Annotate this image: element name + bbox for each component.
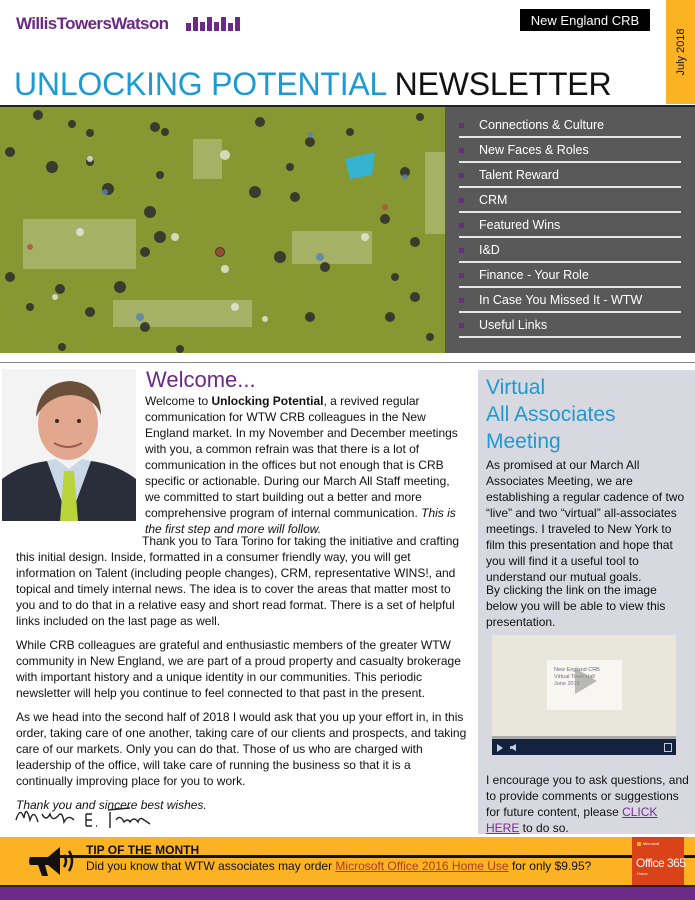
- office-365-sublabel: Home: [637, 871, 648, 876]
- tip-of-the-month-banner: [0, 837, 695, 885]
- intro-lead: Welcome to: [145, 394, 212, 408]
- logo-bar: [221, 17, 226, 31]
- nav-item-label: CRM: [479, 192, 508, 207]
- logo-bar: [207, 17, 212, 31]
- welcome-body: [16, 533, 468, 813]
- nav-item-connections-culture[interactable]: [459, 113, 681, 138]
- office-365-label: Office 365: [636, 856, 686, 870]
- nav-item-label: Useful Links: [479, 317, 548, 332]
- hero-illustration: [0, 107, 445, 353]
- signature-image: [12, 800, 182, 834]
- section-divider: [0, 362, 695, 363]
- issue-date-strip: [666, 0, 695, 104]
- fullscreen-icon[interactable]: [664, 743, 672, 752]
- nav-item-featured-wins[interactable]: [459, 213, 681, 238]
- author-portrait: [2, 369, 136, 521]
- feedback-paragraph: I encourage you to ask questions, and to provide comments or suggestions for future content, please CLICK HERE to do so.: [486, 773, 689, 835]
- bullet-icon: [459, 298, 464, 303]
- logo-bar: [214, 22, 219, 31]
- logo-bar: [235, 17, 240, 31]
- nav-item-talent-reward[interactable]: [459, 163, 681, 188]
- closing-line: Thank you and sincere best wishes.: [16, 798, 207, 812]
- nav-item-label: I&D: [479, 242, 500, 257]
- title-rest: NEWSLETTER: [394, 66, 612, 102]
- play-icon[interactable]: [575, 668, 597, 694]
- bullet-icon: [459, 148, 464, 153]
- bullet-icon: [459, 248, 464, 253]
- nav-item-label: Connections & Culture: [479, 117, 605, 132]
- brand-name: WillisTowersWatson: [16, 14, 169, 33]
- microsoft-logo-icon: Microsoft: [637, 841, 659, 846]
- office-home-use-link[interactable]: Microsoft Office 2016 Home Use: [335, 859, 509, 873]
- virtual-meeting-paragraph: As promised at our March All Associates Meeting, we are establishing a regular cadence of two “live” and two “virtual” all-associates meetings. I traveled to New York to film this presentation and hope that you will find it a useful tool to understand our mutual goals.: [486, 458, 685, 584]
- intro-rest: , a revived regular communication for WTW CRB colleagues in the New England market. In my November and December meetings with you, a common refrain was that there is a lot of communication in the offices but not enough that is CRB specific or actionable. During our March All Staff meeting, we committed to start building out a better and more comprehensive program of internal communication.: [145, 394, 458, 520]
- logo-bar: [228, 23, 233, 31]
- bullet-icon: [459, 273, 464, 278]
- video-instructions: By clicking the link on the image below you will be able to view this presentation.: [486, 583, 666, 629]
- body-paragraph: Thank you to Tara Torino for taking the initiative and crafting this initial design. Inside, formatted in a consumer friendly way, you will get information on Talent (including people changes), CRM, representative WINS!, and topical and timely internal news. The idea is to cover the areas that matter most to you and to do that in a relative easy and short read format. There is a set of helpful links included on the last page as well.: [16, 534, 460, 628]
- welcome-heading: Welcome...: [146, 367, 256, 392]
- nav-item-i-d[interactable]: [459, 238, 681, 263]
- video-title-card: New England CRB Virtual Town Hall June 2018: [547, 660, 622, 710]
- office-365-badge: [632, 837, 684, 885]
- bullet-icon: [459, 173, 464, 178]
- bullet-icon: [459, 223, 464, 228]
- brand-logo: [16, 14, 240, 34]
- nav-item-finance-your-role[interactable]: [459, 263, 681, 288]
- body-paragraph: While CRB colleagues are grateful and enthusiastic members of the greater WTW community in New England, we are part of a proud property and casualty brokerage with important history and a unique identity in our communities. This periodic newsletter will help you continue to feel connected to that past in the present.: [16, 638, 461, 700]
- intro-italic: This is the first step and more will follow.: [145, 506, 456, 536]
- footer-bar: [0, 885, 695, 900]
- region-badge: New England CRB: [520, 9, 650, 31]
- nav-item-new-faces-roles[interactable]: [459, 138, 681, 163]
- play-button-icon[interactable]: [497, 744, 503, 752]
- bullet-icon: [459, 198, 464, 203]
- click-here-link[interactable]: CLICK HERE: [486, 805, 658, 835]
- nav-item-label: Talent Reward: [479, 167, 559, 182]
- tip-text: Did you know that WTW associates may order Microsoft Office 2016 Home Use for only $9.95?: [86, 859, 592, 873]
- virtual-meeting-heading: Virtual All Associates Meeting: [486, 376, 616, 453]
- volume-icon[interactable]: [510, 744, 516, 751]
- tip-title: TIP OF THE MONTH: [86, 843, 200, 857]
- nav-item-label: Finance - Your Role: [479, 267, 589, 282]
- logo-bar: [193, 17, 198, 31]
- logo-bar: [186, 23, 191, 31]
- welcome-intro: [145, 393, 467, 537]
- virtual-meeting-box: [478, 370, 695, 834]
- nav-item-in-case-you-missed-it-wtw[interactable]: [459, 288, 681, 313]
- megaphone-icon: [26, 843, 78, 879]
- sections-nav: [445, 105, 695, 353]
- newsletter-title: [14, 66, 611, 103]
- nav-item-label: New Faces & Roles: [479, 142, 589, 157]
- title-highlight: UNLOCKING POTENTIAL: [14, 66, 386, 102]
- bullet-icon: [459, 323, 464, 328]
- nav-item-crm[interactable]: [459, 188, 681, 213]
- video-controls: [492, 739, 676, 755]
- logo-bar: [200, 22, 205, 31]
- nav-item-label: Featured Wins: [479, 217, 561, 232]
- nav-item-label: In Case You Missed It - WTW: [479, 292, 643, 307]
- intro-bold: Unlocking Potential: [211, 394, 324, 408]
- nav-item-useful-links[interactable]: [459, 313, 681, 338]
- brand-mark-icon: [186, 17, 240, 31]
- body-paragraph: As we head into the second half of 2018 I would ask that you up your effort in, in this order, taking care of one another, taking care of our clients and prospects, and taking care of our markets. Only you can do that. Those of us who are charged with leadership of the office, will take care of running the business so that it is a continually improving place for you to work.: [16, 710, 467, 788]
- issue-date: July 2018: [674, 28, 687, 76]
- bullet-icon: [459, 123, 464, 128]
- presentation-video-thumbnail[interactable]: [492, 635, 676, 755]
- hero-image-crowd-on-lawn: [0, 105, 445, 353]
- author-portrait-illustration: [2, 369, 136, 521]
